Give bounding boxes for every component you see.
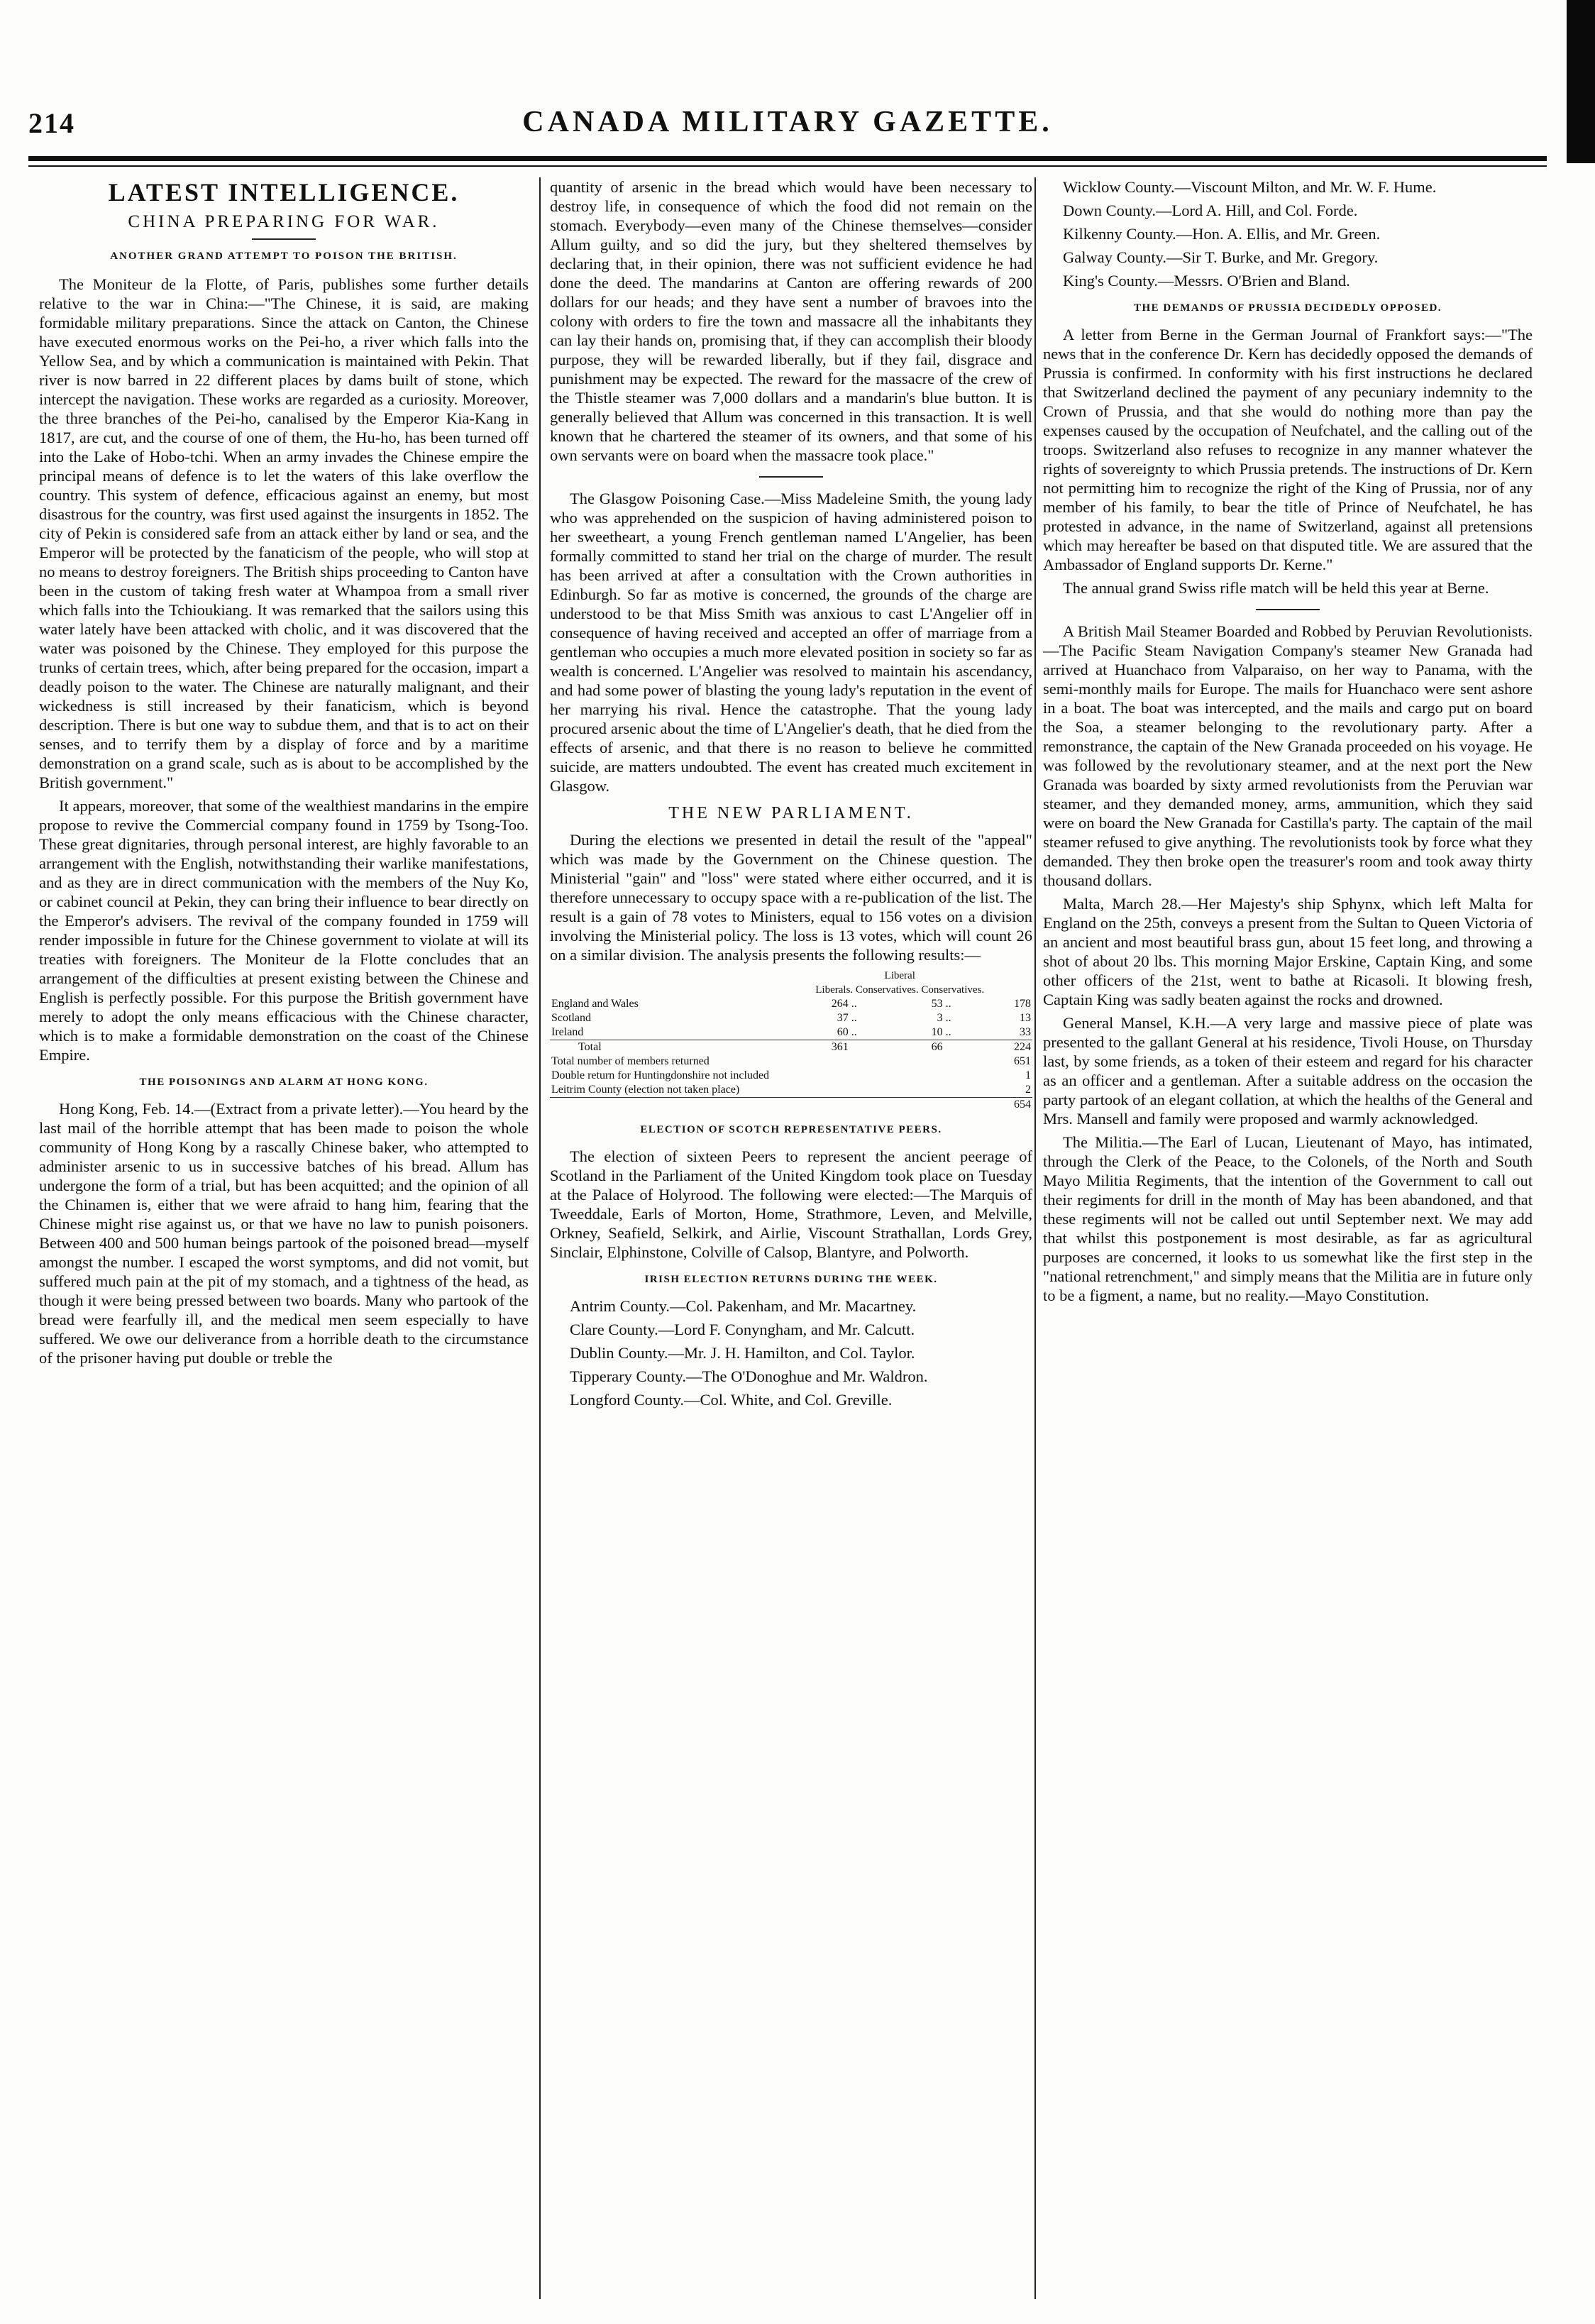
article-heading: ELECTION OF SCOTCH REPRESENTATIVE PEERS. [640, 1124, 942, 1135]
article-paragraph: Longford County.—Col. White, and Col. Greville. [570, 1391, 893, 1409]
table-cell: Double return for Huntingdonshire not included [551, 1069, 770, 1081]
article-kicker: ANOTHER GRAND ATTEMPT TO POISON THE BRITISH. [110, 250, 458, 262]
table-cell: Scotland [551, 1012, 591, 1024]
article-paragraph: The election of sixteen Peers to represent the ancient peerage of Scotland in the Parliament of the United Kingdom took place on Tuesday at the Palace of Holyrood. The following were elected:—The Marquis of Tweeddale, Earls of Morton, Home, Strathmore, Leven, and Melville, Orkney, Seafield, Selkirk, and Airlie, Viscount Strathallan, Lords Grey, Sinclair, Elphinstone, Colville of Calsop, Blantyre, and Polworth. [550, 1147, 1032, 1261]
article-paragraph: A letter from Berne in the German Journal of Frankfort says:—"The news that in the conference Dr. Kern has decidedly opposed the demands of Prussia is confirmed. In conformity with his first instructions he declared that Switzerland declined the payment of any pecuniary indemnity to the Crown of Prussia, and that she would do nothing more than pay the expenses caused by the occupation of Neufchatel, and the calling out of the troops. Switzerland also refuses to recognize in any manner whatever the rights of sovereignty to which Prussia pretends. The instructions of Dr. Kern not permitting him to recognize the right of the King of Prussia, nor of any member of his family, to bear the title of Prince of Neufchatel, he has protested in advance, in the name of Switzerland, against all pretensions which may hereafter be based on that disputed title. We are assured that the Ambassador of England supports Dr. Kerne." [1043, 326, 1533, 573]
article-paragraph: Hong Kong, Feb. 14.—(Extract from a private letter).—You heard by the last mail of the horrible attempt that has been made to poison the whole community of Hong Kong by a rascally Chinese baker, who attempted to administer arsenic to us in successive batches of his bread. Allum has undergone the form of a trial, but has been acquitted; and the opinion of all the Chinamen is, either that we were afraid to hang him, fearing that the Chinese might rise against us, or that we have no law to punish poisoners. Between 400 and 500 human beings partook of the poisoned bread—myself amongst the number. I escaped the worst symptoms, and did not vomit, but suffered much pain at the pit of my stomach, and a tightness of the head, as though it were being pressed between two boards. Many who partook of the bread were fearfully ill, and the medical men seem especially to have suffered. We owe our deliverance from a horrible death to the circumstance of the prisoner having put double or treble the [39, 1100, 529, 1367]
article-paragraph: quantity of arsenic in the bread which would have been necessary to destroy life, in consequence of which the food did not remain on the stomach. Everybody—even many of the Chinese themselves—consider Allum guilty, and so did the jury, but they sheltered themselves by declaring that, in their opinion, there was not sufficient evidence he had done the deed. The mandarins at Canton are offering rewards of 200 dollars for our heads; and they have sent a number of bravoes into the colony with orders to fire the town and massacre all the inhabitants they can lay their hands on, promising that, if they can accomplish their bloody purpose, they will be rewarded liberally, but if they fail, disgrace and punishment may be expected. The reward for the massacre of the crew of the Thistle steamer was 7,000 dollars and a mandarin's blue button. It is generally believed that Allum was concerned in this transaction. It is well known that he chartered the steamer of its owners, and that some of his own servants were on board when the massacre took place." [550, 178, 1032, 464]
section-heading: LATEST INTELLIGENCE. [108, 178, 460, 206]
article-heading: IRISH ELECTION RETURNS DURING THE WEEK. [644, 1274, 938, 1285]
article-paragraph: Clare County.—Lord F. Conyngham, and Mr. Calcutt. [570, 1321, 915, 1338]
article-paragraph: Malta, March 28.—Her Majesty's ship Sphynx, which left Malta for England on the 25th, conveys a present from the Sultan to Queen Victoria of an ancient and most beautiful brass gun, about 15 feet long, and throwing a shot of about 20 lbs. This morning Major Erskine, Captain King, and some other officers of the 21st, went to bathe at Ricasoli. It blowing fresh, Captain King was sadly beaten against the rocks and drowned. [1043, 895, 1533, 1008]
article-heading: THE NEW PARLIAMENT. [668, 804, 914, 822]
table-total-row [550, 1040, 1032, 1055]
table-row: England and Wales 264 .. 53 .. 178 [551, 998, 1031, 1010]
article-heading: THE POISONINGS AND ALARM AT HONG KONG. [139, 1076, 429, 1088]
article-paragraph: It appears, moreover, that some of the wealthiest mandarins in the empire propose to revive the Commercial company found in 1759 by Tsong-Too. These great dignitaries, through personal interest, are highly favorable to an arrangement with the English, notwithstanding their warlike manifestations, and as they are in direct communication with the members of the Nuy Ko, or cabinet council at Pekin, they can bring their influence to bear directly on the Emperor's advisers. The revival of the company founded in 1759 will render impossible in future for the Chinese government to violate at will its treaties with foreigners. The Moniteur de la Flotte concludes that an arrangement of the difficulties at present existing between the Chinese and English is perfectly possible. For this purpose the British government have merely to adopt the only means efficacious with the Chinese character, which is to make a formidable demonstration on the coast of the Chinese Empire. [39, 797, 529, 1064]
article-paragraph: The Militia.—The Earl of Lucan, Lieutenant of Mayo, has intimated, through the Clerk of the Peace, to the Colonels, of the North and South Mayo Militia Regiments, that the intention of the Government to call out their regiments for drill in the month of May has been abandoned, and that these regiments will not be called out until September next. We may add that whilst this postponement is most desirable, as far as agricultural purposes are concerned, it looks to us somewhat like the first step in the "national retrenchment," and simply means that the Militia are in future only to be a figment, a name, but no reality.—Mayo Constitution. [1043, 1133, 1533, 1304]
article-paragraph: Wicklow County.—Viscount Milton, and Mr. W. F. Hume. [1063, 178, 1437, 196]
column-divider-1 [539, 177, 541, 2299]
article-paragraph: King's County.—Messrs. O'Brien and Bland. [1063, 272, 1350, 290]
column-3 [1043, 177, 1533, 2306]
table-cell: 651 [1014, 1055, 1031, 1067]
article-paragraph: The Glasgow Poisoning Case.—Miss Madeleine Smith, the young lady who was apprehended on the suspicion of having administered poison to her sweetheart, a young French gentleman named L'Angelier, has been formally committed to stand her trial on the charge of murder. The result has been arrived at after a consultation with the Crown authorities in Edinburgh. So far as motive is concerned, the grounds of the charge are understood to be that Miss Smith was anxious to cast L'Angelier off in consequence of having received and accepted an offer of marriage from a gentleman who occupies a much more elevated position in society so far as wealth is concerned. L'Angelier was resolved to maintain his ascendancy, and had some power of blasting the young lady's reputation in the event of her marrying his rival. Hence the catastrophe. That the young lady procured arsenic about the time of L'Angelier's death, that he died from the effects of arsenic, and that there is no reason to believe he committed suicide, are matters undoubted. The event has created much excitement in Glasgow. [550, 490, 1032, 795]
header-rule-thin [28, 165, 1547, 167]
title-rule [252, 238, 316, 240]
article-paragraph: Dublin County.—Mr. J. H. Hamilton, and Col. Taylor. [570, 1344, 915, 1362]
table-row: Scotland 37 .. 3 .. 13 [551, 1012, 1031, 1024]
masthead: CANADA MILITARY GAZETTE. [522, 106, 1053, 138]
table-cell: 361 [831, 1041, 849, 1053]
election-results-table [550, 969, 1032, 1112]
table-cell: 13 [1020, 1012, 1031, 1024]
table-cell: 178 [1014, 998, 1031, 1010]
table-column-headers: Liberals. Conservatives. Conservatives. [815, 984, 985, 996]
article-paragraph: Kilkenny County.—Hon. A. Ellis, and Mr. Green. [1063, 225, 1381, 243]
table-cell: Ireland [551, 1026, 584, 1038]
table-row [550, 1083, 1032, 1098]
table-cell: 66 [931, 1041, 943, 1053]
article-paragraph: Tipperary County.—The O'Donoghue and Mr. Waldron. [570, 1367, 928, 1385]
column-2 [550, 177, 1032, 2306]
table-cell: England and Wales [551, 998, 639, 1010]
article-paragraph: General Mansel, K.H.—A very large and massive piece of plate was presented to the gallant General at his residence, Tivoli House, on Thursday last, by some friends, as a token of their esteem and regard for his character as an officer and a gentleman. After a suitable address on the occasion the party partook of an elegant collation, at which the healths of the General and Mrs. Mansell and family were proposed and warmly acknowledged. [1043, 1014, 1533, 1128]
article-paragraph: A British Mail Steamer Boarded and Robbed by Peruvian Revolutionists.—The Pacific Steam Navigation Company's steamer New Granada had arrived at Huanchaco from Valparaiso, on her way to Panama, with the semi-monthly mails for Europe. The mails for Huanchaco were sent ashore in a boat. The boat was intercepted, and the mails and cargo put on board the Soa, a steamer belonging to the revolutionary party. After a remonstrance, the captain of the New Granada proceeded on his voyage. He was followed by the revolutionary steamer, and at the next port the New Granada was boarded by sixty armed revolutionists from the Peruvian war steamer, and they demanded money, arms, ammunition, which they said were on board the New Granada for Castilla's party. The captain of the mail steamer refused to give anything. The revolutionists took by force what they demanded. They then broke open the treasurer's room and took away thirty thousand dollars. [1043, 622, 1533, 889]
table-cell: 2 [1025, 1084, 1031, 1096]
article-paragraph: The Moniteur de la Flotte, of Paris, publishes some further details relative to the war in China:—"The Chinese, it is said, are making formidable military preparations. Since the attack on Canton, the Chinese have executed enormous works on the Pei-ho, a river which falls into the Yellow Sea, and by which a communication is maintained with Pekin. That river is now barred in 22 different places by dams built of stone, which intercept the navigation. These works are regarded as a curiosity. Moreover, the three branches of the Pei-ho, canalised by the Emperor Kia-Kang in 1817, are cut, and the course of one of them, the Hu-ho, has been turned off into the Lake of Hobo-tchi. When an army invades the Chinese empire the principal means of defence is to let the waters of this lake overflow the country. This system of defence, efficacious against an enemy, but most disastrous for the country, was first used against the insurgents in 1852. The city of Pekin is considered safe from an attack either by land or sea, and the Emperor will be protected by the fanaticism of the people, who will stop at no means to destroy foreigners. The British ships proceeding to Canton have been in the custom of taking fresh water at Whampoa from a small river which falls into the Tchioukiang. It was remarked that the sailors using this water lately have been attacked with cholic, and it was discovered that the water was poisoned by the Chinese. They employed for this purpose the trunks of certain trees, which, after being prepared for the occasion, impart a deadly poison to the water. The Chinese are naturally malignant, and their wickedness is still increased by their fanaticism, which is beyond description. There is but one way to subdue them, and that is to act on their senses, and to terrify them by a display of force and by a maritime demonstration on a grand scale, such as is about to be accomplished by the British government." [39, 275, 529, 791]
article-heading: THE DEMANDS OF PRUSSIA DECIDEDLY OPPOSED. [1133, 302, 1442, 314]
table-cell: 60 [837, 1026, 849, 1038]
article-title: CHINA PREPARING FOR WAR. [128, 212, 440, 231]
article-paragraph: During the elections we presented in detail the result of the "appeal" which was made by the Government on the Chinese question. The Ministerial "gain" and "loss" were stated where either occurred, and it is therefore unnecessary to occupy space with a re-publication of the list. The result is a gain of 78 votes to Ministers, equal to 156 votes on a division involving the Ministerial policy. The loss is 13 votes, which will count 26 on a similar division. The analysis presents the following results:— [550, 831, 1032, 964]
article-separator [759, 476, 823, 478]
table-cell: 10 [931, 1026, 943, 1038]
table-row: Ireland 60 .. 10 .. 33 [550, 1025, 1032, 1040]
table-cell: 3 [937, 1012, 943, 1024]
table-cell: 53 [931, 998, 943, 1010]
column-1 [39, 177, 529, 2306]
page-header [28, 106, 1547, 149]
table-cell: Leitrim County (election not taken place) [551, 1084, 740, 1096]
table-cell: 37 [837, 1012, 849, 1024]
table-row [550, 1069, 1032, 1083]
table-cell: Total number of members returned [551, 1055, 710, 1067]
table-cell: 33 [1020, 1026, 1031, 1038]
column-divider-2 [1034, 177, 1036, 2299]
table-cell: 264 [831, 998, 849, 1010]
table-cell: Total [578, 1041, 602, 1053]
article-paragraph: Down County.—Lord A. Hill, and Col. Forde. [1063, 202, 1358, 219]
table-cell: 224 [1014, 1041, 1031, 1053]
table-cell: 1 [1025, 1069, 1031, 1081]
table-caption: Liberal [884, 970, 915, 981]
scan-edge-shadow [1567, 0, 1595, 163]
header-rule-thick [28, 156, 1547, 161]
article-paragraph: Galway County.—Sir T. Burke, and Mr. Gregory. [1063, 248, 1379, 266]
table-row [550, 1054, 1032, 1069]
article-separator [1256, 609, 1320, 610]
article-paragraph: Antrim County.—Col. Pakenham, and Mr. Macartney. [570, 1297, 917, 1315]
article-paragraph: The annual grand Swiss rifle match will be held this year at Berne. [1063, 579, 1489, 597]
page-number: 214 [28, 107, 75, 139]
table-cell: 654 [1014, 1098, 1031, 1111]
table-grand-total-row [550, 1098, 1032, 1113]
